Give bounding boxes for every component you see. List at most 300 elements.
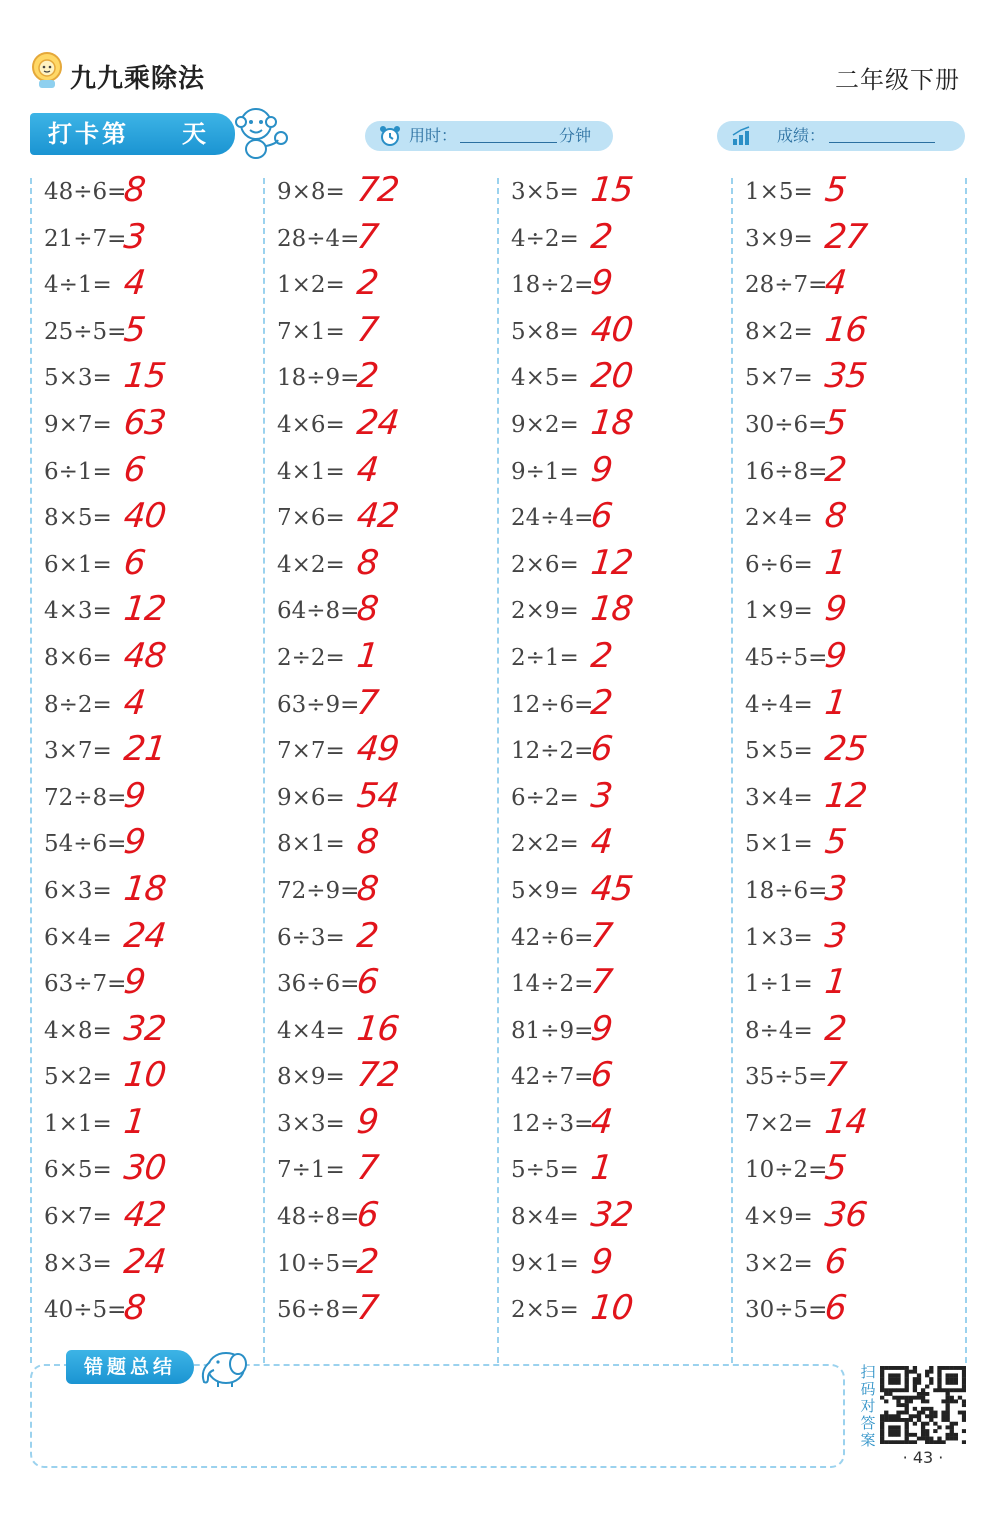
handwritten-answer[interactable]: 10 [121, 1055, 168, 1096]
handwritten-answer[interactable]: 2 [822, 449, 848, 490]
time-blank[interactable] [460, 142, 557, 143]
equation: 7×6= [277, 505, 345, 532]
handwritten-answer[interactable]: 72 [354, 170, 401, 210]
problem-row [277, 358, 497, 405]
equation: 48÷6= [44, 179, 127, 205]
problem-row [745, 1101, 965, 1151]
equation: 16÷8= [745, 458, 828, 485]
equation: 5÷5= [511, 1157, 579, 1184]
equation: 8×5= [44, 505, 112, 532]
problem-row [277, 1150, 497, 1197]
handwritten-answer[interactable]: 15 [121, 356, 168, 397]
problem-row [277, 498, 497, 545]
equation: 2×4= [745, 505, 813, 532]
equation: 12÷6= [511, 691, 594, 718]
equation: 2÷2= [277, 644, 345, 671]
equation: 1×3= [745, 924, 813, 951]
equation: 7÷1= [277, 1157, 345, 1184]
handwritten-answer[interactable]: 2 [354, 356, 380, 397]
handwritten-answer[interactable]: 5 [121, 309, 147, 350]
problem-row [511, 309, 731, 359]
equation: 6÷6= [745, 551, 813, 578]
handwritten-answer[interactable]: 40 [121, 496, 168, 537]
handwritten-answer[interactable]: 6 [588, 729, 614, 770]
problem-row [511, 1101, 731, 1151]
problem-row [277, 402, 497, 452]
handwritten-answer[interactable]: 16 [822, 309, 869, 350]
problem-row [511, 1241, 731, 1291]
equation: 63÷9= [277, 691, 360, 718]
handwritten-answer[interactable]: 8 [822, 496, 848, 537]
score-blank[interactable] [829, 142, 935, 143]
handwritten-answer[interactable]: 8 [121, 170, 147, 210]
equation: 9×2= [511, 411, 579, 438]
handwritten-answer[interactable]: 3 [822, 868, 848, 909]
handwritten-answer[interactable]: 32 [588, 1195, 635, 1236]
equation: 1÷1= [745, 971, 813, 998]
problem-row [745, 216, 965, 266]
problem-row [44, 964, 264, 1011]
handwritten-answer[interactable]: 7 [588, 915, 614, 956]
problem-row [277, 964, 497, 1011]
handwritten-answer[interactable]: 3 [588, 775, 614, 816]
problem-row [277, 591, 497, 638]
handwritten-answer[interactable]: 24 [121, 915, 168, 956]
problem-row [511, 868, 731, 918]
handwritten-answer[interactable]: 16 [354, 1008, 401, 1049]
handwritten-answer[interactable]: 6 [588, 496, 614, 537]
problem-row [44, 824, 264, 871]
problem-row [277, 1241, 497, 1291]
handwritten-answer[interactable]: 24 [121, 1241, 168, 1282]
handwritten-answer[interactable]: 10 [588, 1288, 635, 1329]
handwritten-answer[interactable]: 1 [588, 1148, 614, 1189]
problem-row [44, 635, 264, 685]
handwritten-answer[interactable]: 4 [121, 263, 147, 304]
problem-row [745, 449, 965, 499]
equation: 1×1= [44, 1110, 112, 1137]
handwritten-answer[interactable]: 6 [588, 1055, 614, 1096]
handwritten-answer[interactable]: 5 [822, 822, 848, 863]
problem-row [44, 1008, 264, 1058]
handwritten-answer[interactable]: 21 [121, 729, 168, 770]
equation: 7×1= [277, 318, 345, 345]
handwritten-answer[interactable]: 1 [121, 1101, 147, 1142]
handwritten-answer[interactable]: 7 [354, 1148, 380, 1189]
handwritten-answer[interactable]: 4 [588, 1101, 614, 1142]
equation: 30÷6= [745, 411, 828, 438]
scan-answers-label: 扫码对答案 [860, 1363, 876, 1449]
problem-row [511, 498, 731, 545]
problem-row [745, 868, 965, 918]
problem-row [511, 1150, 731, 1197]
equation: 21÷7= [44, 225, 127, 252]
problem-row [44, 1290, 264, 1337]
equation: 10÷5= [277, 1250, 360, 1277]
problem-row [745, 824, 965, 871]
handwritten-answer[interactable]: 20 [588, 356, 635, 397]
handwritten-answer[interactable]: 8 [354, 542, 380, 583]
handwritten-answer[interactable]: 9 [822, 635, 848, 676]
handwritten-answer[interactable]: 25 [822, 729, 869, 770]
handwritten-answer[interactable]: 1 [822, 542, 848, 583]
handwritten-answer[interactable]: 1 [822, 962, 848, 1003]
problem-column-1 [44, 172, 264, 1337]
problem-row [745, 1150, 965, 1197]
problem-row [277, 216, 497, 266]
equation: 72÷8= [44, 784, 127, 811]
handwritten-answer[interactable]: 2 [822, 1008, 848, 1049]
time-field[interactable] [365, 121, 613, 151]
equation: 36÷6= [277, 971, 360, 998]
equation: 42÷7= [511, 1064, 594, 1091]
equation: 5×7= [745, 365, 813, 392]
problem-row [511, 1057, 731, 1104]
problem-row [44, 498, 264, 545]
handwritten-answer[interactable]: 6 [121, 542, 147, 583]
handwritten-answer[interactable]: 7 [354, 682, 380, 723]
problem-row [44, 309, 264, 359]
handwritten-answer[interactable]: 8 [354, 868, 380, 909]
problem-row [44, 915, 264, 965]
handwritten-answer[interactable]: 27 [822, 216, 869, 257]
equation: 3×5= [511, 179, 579, 205]
equation: 4÷1= [44, 272, 112, 299]
handwritten-answer[interactable]: 6 [121, 449, 147, 490]
problem-row [745, 1197, 965, 1244]
handwritten-answer[interactable]: 2 [588, 682, 614, 723]
problem-row [511, 172, 731, 219]
handwritten-answer[interactable]: 9 [822, 589, 848, 630]
equation: 3×9= [745, 225, 813, 252]
equation: 4×4= [277, 1017, 345, 1044]
handwritten-answer[interactable]: 12 [121, 589, 168, 630]
problem-row [745, 1057, 965, 1104]
handwritten-answer[interactable]: 12 [588, 542, 635, 583]
equation: 4×8= [44, 1017, 112, 1044]
equation: 64÷8= [277, 598, 360, 625]
handwritten-answer[interactable]: 5 [822, 402, 848, 443]
equation: 6÷2= [511, 784, 579, 811]
handwritten-answer[interactable]: 4 [822, 263, 848, 304]
handwritten-answer[interactable]: 3 [121, 216, 147, 257]
equation: 9×6= [277, 784, 345, 811]
equation: 42÷6= [511, 924, 594, 951]
problem-row [277, 1101, 497, 1151]
problem-row [277, 731, 497, 778]
problem-row [745, 731, 965, 778]
equation: 7×2= [745, 1110, 813, 1137]
handwritten-answer[interactable]: 63 [121, 402, 168, 443]
handwritten-answer[interactable]: 18 [588, 402, 635, 443]
equation: 56÷8= [277, 1297, 360, 1324]
handwritten-answer[interactable]: 4 [588, 822, 614, 863]
equation: 8×6= [44, 644, 112, 671]
handwritten-answer[interactable]: 1 [822, 682, 848, 723]
book-title: 九九乘除法 [70, 64, 206, 94]
equation: 6÷1= [44, 458, 112, 485]
equation: 1×5= [745, 179, 813, 205]
handwritten-answer[interactable]: 32 [121, 1008, 168, 1049]
problem-row [511, 449, 731, 499]
problem-row [511, 1197, 731, 1244]
problem-row [44, 449, 264, 499]
equation: 8×4= [511, 1204, 579, 1231]
problem-row [44, 402, 264, 452]
handwritten-answer[interactable]: 2 [354, 1241, 380, 1282]
divider [497, 178, 499, 1363]
equation: 63÷7= [44, 971, 127, 998]
handwritten-answer[interactable]: 2 [588, 216, 614, 257]
equation: 6×7= [44, 1204, 112, 1231]
handwritten-answer[interactable]: 1 [354, 635, 380, 676]
equation: 8×9= [277, 1064, 345, 1091]
equation: 4×6= [277, 411, 345, 438]
equation: 5×5= [745, 738, 813, 765]
handwritten-answer[interactable]: 4 [121, 682, 147, 723]
equation: 9÷1= [511, 458, 579, 485]
equation: 3×7= [44, 738, 112, 765]
handwritten-answer[interactable]: 35 [822, 356, 869, 397]
equation: 4÷2= [511, 225, 579, 252]
handwritten-answer[interactable]: 8 [121, 1288, 147, 1329]
problem-row [44, 172, 264, 219]
checkin-label: 打卡第 [48, 120, 129, 148]
handwritten-answer[interactable]: 4 [354, 449, 380, 490]
score-label: 成绩： [777, 126, 826, 145]
handwritten-answer[interactable]: 18 [121, 868, 168, 909]
equation: 10÷2= [745, 1157, 828, 1184]
handwritten-answer[interactable]: 12 [822, 775, 869, 816]
problem-row [511, 775, 731, 825]
equation: 24÷4= [511, 505, 594, 532]
problem-column-2 [277, 172, 497, 1337]
handwritten-answer[interactable]: 9 [121, 775, 147, 816]
handwritten-answer[interactable]: 6 [354, 962, 380, 1003]
equation: 81÷9= [511, 1017, 594, 1044]
equation: 25÷5= [44, 318, 127, 345]
handwritten-answer[interactable]: 7 [822, 1055, 848, 1096]
equation: 8÷2= [44, 691, 112, 718]
equation: 3×4= [745, 784, 813, 811]
monkey-icon [232, 102, 290, 160]
handwritten-answer[interactable]: 6 [354, 1195, 380, 1236]
problem-row [511, 402, 731, 452]
equation: 18÷2= [511, 272, 594, 299]
handwritten-answer[interactable]: 15 [588, 170, 635, 210]
handwritten-answer[interactable]: 9 [588, 263, 614, 304]
equation: 5×3= [44, 365, 112, 392]
handwritten-answer[interactable]: 72 [354, 1055, 401, 1096]
equation: 6×3= [44, 877, 112, 904]
qr-code-icon[interactable] [880, 1366, 966, 1444]
problem-row [745, 1241, 965, 1291]
handwritten-answer[interactable]: 5 [822, 1148, 848, 1189]
handwritten-answer[interactable]: 5 [822, 170, 848, 210]
problem-row [277, 775, 497, 825]
problem-row [511, 591, 731, 638]
problem-row [277, 449, 497, 499]
equation: 14÷2= [511, 971, 594, 998]
problem-row [44, 1150, 264, 1197]
equation: 35÷5= [745, 1064, 828, 1091]
problem-row [277, 682, 497, 732]
problem-row [277, 635, 497, 685]
equation: 5×2= [44, 1064, 112, 1091]
equation: 12÷2= [511, 738, 594, 765]
equation: 4×2= [277, 551, 345, 578]
handwritten-answer[interactable]: 8 [354, 589, 380, 630]
handwritten-answer[interactable]: 7 [588, 962, 614, 1003]
problem-row [511, 542, 731, 592]
divider [965, 178, 967, 1363]
equation: 9×8= [277, 179, 345, 205]
handwritten-answer[interactable]: 9 [354, 1101, 380, 1142]
problem-row [44, 1101, 264, 1151]
handwritten-answer[interactable]: 30 [121, 1148, 168, 1189]
handwritten-answer[interactable]: 8 [354, 822, 380, 863]
problem-row [511, 358, 731, 405]
equation: 2×9= [511, 598, 579, 625]
handwritten-answer[interactable]: 54 [354, 775, 401, 816]
problem-row [44, 591, 264, 638]
handwritten-answer[interactable]: 6 [822, 1288, 848, 1329]
equation: 5×9= [511, 877, 579, 904]
time-unit: 分钟 [559, 126, 592, 145]
problem-row [44, 682, 264, 732]
handwritten-answer[interactable]: 24 [354, 402, 401, 443]
equation: 8×1= [277, 831, 345, 858]
handwritten-answer[interactable]: 2 [354, 915, 380, 956]
problem-row [511, 731, 731, 778]
handwritten-answer[interactable]: 9 [121, 962, 147, 1003]
equation: 2×6= [511, 551, 579, 578]
checkin-banner [30, 113, 235, 155]
problem-row [44, 868, 264, 918]
alarm-clock-icon [379, 125, 401, 147]
equation: 2×5= [511, 1297, 579, 1324]
lion-logo-icon [30, 50, 64, 90]
handwritten-answer[interactable]: 7 [354, 1288, 380, 1329]
equation: 6×5= [44, 1157, 112, 1184]
problem-row [511, 964, 731, 1011]
problem-row [511, 216, 731, 266]
problem-row [277, 915, 497, 965]
problem-row [745, 172, 965, 219]
equation: 4÷4= [745, 691, 813, 718]
equation: 8×3= [44, 1250, 112, 1277]
problem-row [745, 915, 965, 965]
handwritten-answer[interactable]: 14 [822, 1101, 869, 1142]
problem-row [277, 265, 497, 312]
problem-row [277, 868, 497, 918]
mistakes-label: 错题总结 [66, 1350, 194, 1384]
equation: 18÷9= [277, 365, 360, 392]
equation: 18÷6= [745, 877, 828, 904]
handwritten-answer[interactable]: 9 [588, 1241, 614, 1282]
equation: 8×2= [745, 318, 813, 345]
equation: 9×1= [511, 1250, 579, 1277]
handwritten-answer[interactable]: 48 [121, 635, 168, 676]
problem-row [44, 1197, 264, 1244]
problem-row [277, 824, 497, 871]
problem-row [511, 1290, 731, 1337]
elephant-icon [196, 1344, 254, 1388]
equation: 28÷4= [277, 225, 360, 252]
handwritten-answer[interactable]: 9 [588, 449, 614, 490]
problem-row [277, 1197, 497, 1244]
handwritten-answer[interactable]: 7 [354, 216, 380, 257]
time-label: 用时： [409, 126, 458, 145]
problem-row [44, 775, 264, 825]
equation: 30÷5= [745, 1297, 828, 1324]
problem-row [745, 591, 965, 638]
equation: 6×4= [44, 924, 112, 951]
problem-column-4 [745, 172, 965, 1337]
problem-row [44, 542, 264, 592]
problem-row [745, 309, 965, 359]
handwritten-answer[interactable]: 6 [822, 1241, 848, 1282]
problem-row [745, 265, 965, 312]
handwritten-answer[interactable]: 2 [354, 263, 380, 304]
equation: 6×1= [44, 551, 112, 578]
problem-row [745, 358, 965, 405]
problem-row [511, 1008, 731, 1058]
handwritten-answer[interactable]: 7 [354, 309, 380, 350]
handwritten-answer[interactable]: 18 [588, 589, 635, 630]
problem-row [511, 265, 731, 312]
problem-row [745, 635, 965, 685]
equation: 4×3= [44, 598, 112, 625]
handwritten-answer[interactable]: 42 [121, 1195, 168, 1236]
handwritten-answer[interactable]: 42 [354, 496, 401, 537]
equation: 6÷3= [277, 924, 345, 951]
problem-row [511, 682, 731, 732]
equation: 4×5= [511, 365, 579, 392]
equation: 72÷9= [277, 877, 360, 904]
handwritten-answer[interactable]: 9 [121, 822, 147, 863]
equation: 2÷1= [511, 644, 579, 671]
score-field[interactable] [717, 121, 965, 151]
equation: 4×9= [745, 1204, 813, 1231]
problem-row [44, 265, 264, 312]
equation: 54÷6= [44, 831, 127, 858]
problem-row [745, 682, 965, 732]
equation: 7×7= [277, 738, 345, 765]
equation: 28÷7= [745, 272, 828, 299]
problem-row [277, 309, 497, 359]
equation: 2×2= [511, 831, 579, 858]
handwritten-answer[interactable]: 40 [588, 309, 635, 350]
handwritten-answer[interactable]: 45 [588, 868, 635, 909]
handwritten-answer[interactable]: 2 [588, 635, 614, 676]
problem-row [511, 915, 731, 965]
problem-row [277, 172, 497, 219]
equation: 5×8= [511, 318, 579, 345]
divider [731, 178, 733, 1363]
handwritten-answer[interactable]: 36 [822, 1195, 869, 1236]
handwritten-answer[interactable]: 49 [354, 729, 401, 770]
page-number: · 43 · [902, 1448, 944, 1467]
problem-row [44, 358, 264, 405]
equation: 1×2= [277, 272, 345, 299]
problem-row [277, 1057, 497, 1104]
handwritten-answer[interactable]: 3 [822, 915, 848, 956]
equation: 8÷4= [745, 1017, 813, 1044]
problem-row [44, 216, 264, 266]
handwritten-answer[interactable]: 9 [588, 1008, 614, 1049]
problem-row [745, 1290, 965, 1337]
